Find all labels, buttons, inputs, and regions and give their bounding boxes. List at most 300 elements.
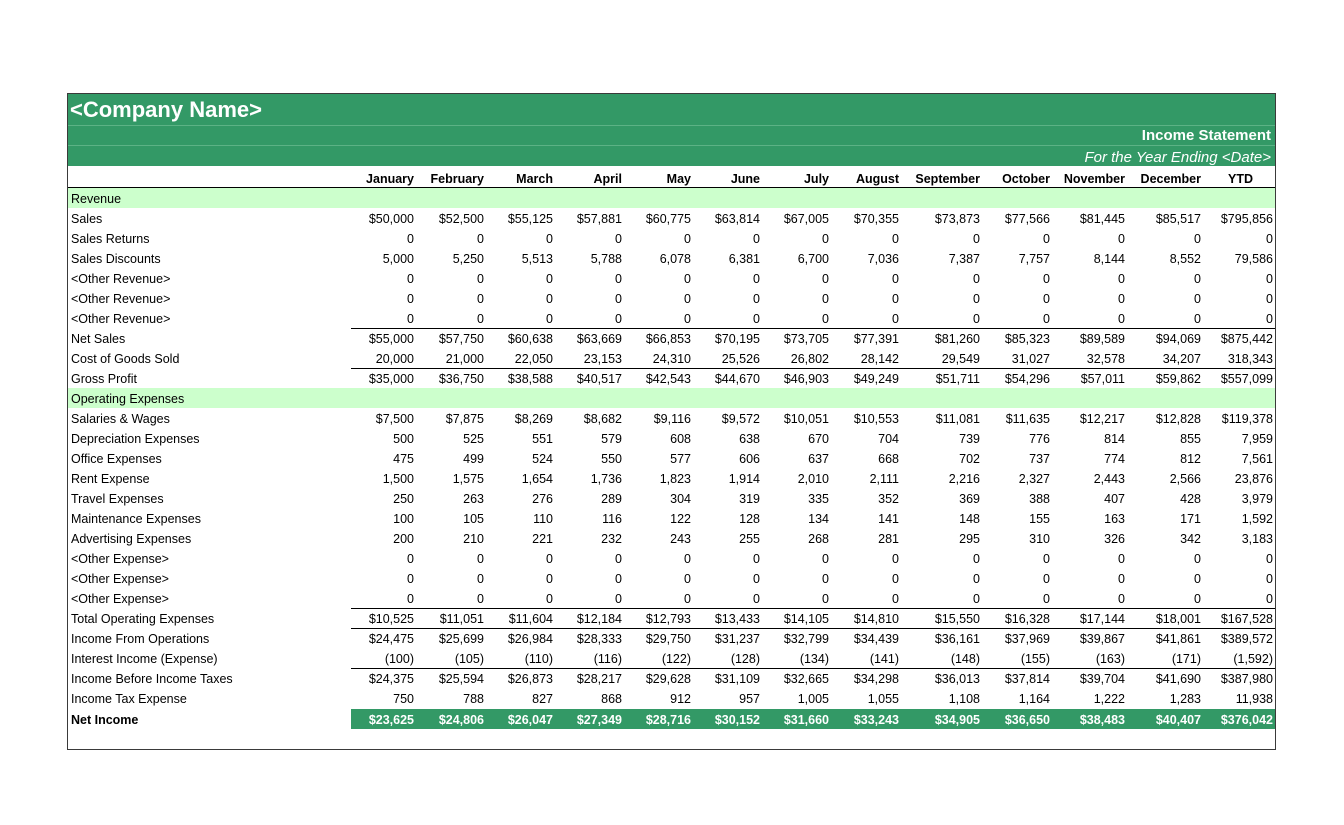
row-label[interactable]: Sales Discounts [71,252,161,266]
value-cell[interactable]: $66,853 [645,332,691,346]
value-cell[interactable]: 0 [973,572,980,586]
value-cell[interactable]: $12,793 [645,612,691,626]
value-cell[interactable]: $13,433 [714,612,760,626]
value-cell[interactable]: $25,699 [438,632,484,646]
column-header-april[interactable]: April [593,172,622,186]
value-cell[interactable]: 289 [601,492,622,506]
value-cell[interactable]: $39,704 [1079,672,1125,686]
value-cell[interactable]: $50,000 [368,212,414,226]
column-header-ytd[interactable]: YTD [1228,172,1253,186]
value-cell[interactable]: 22,050 [514,352,553,366]
row-label[interactable]: Gross Profit [71,372,137,386]
value-cell[interactable]: $29,750 [645,632,691,646]
value-cell[interactable]: 0 [1118,312,1125,326]
value-cell[interactable]: 250 [393,492,414,506]
value-cell[interactable]: 957 [739,692,760,706]
value-cell[interactable]: 0 [1043,552,1050,566]
value-cell[interactable]: 2,327 [1018,472,1050,486]
value-cell[interactable]: 0 [684,572,691,586]
value-cell[interactable]: (100) [384,652,414,666]
value-cell[interactable]: 3,979 [1241,492,1273,506]
value-cell[interactable]: (155) [1020,652,1050,666]
value-cell[interactable]: 0 [973,232,980,246]
value-cell[interactable]: $24,806 [438,713,484,727]
value-cell[interactable]: 26,802 [790,352,829,366]
row-label[interactable]: <Other Revenue> [71,292,171,306]
value-cell[interactable]: 3,183 [1241,532,1273,546]
value-cell[interactable]: $34,298 [853,672,899,686]
value-cell[interactable]: $38,588 [507,372,553,386]
value-cell[interactable]: 0 [1266,312,1273,326]
value-cell[interactable]: $57,881 [576,212,622,226]
value-cell[interactable]: 739 [959,432,980,446]
value-cell[interactable]: $37,814 [1004,672,1050,686]
value-cell[interactable]: 0 [1043,292,1050,306]
value-cell[interactable]: 0 [1118,552,1125,566]
value-cell[interactable]: 0 [1266,572,1273,586]
value-cell[interactable]: 827 [532,692,553,706]
value-cell[interactable]: $67,005 [783,212,829,226]
value-cell[interactable]: 2,216 [948,472,980,486]
row-label[interactable]: Sales Returns [71,232,150,246]
value-cell[interactable]: 163 [1104,512,1125,526]
row-label[interactable]: Interest Income (Expense) [71,652,218,666]
value-cell[interactable]: $35,000 [368,372,414,386]
value-cell[interactable]: $55,000 [368,332,414,346]
value-cell[interactable]: 0 [1043,592,1050,606]
value-cell[interactable]: 155 [1029,512,1050,526]
value-cell[interactable]: 1,222 [1093,692,1125,706]
value-cell[interactable]: 8,552 [1169,252,1201,266]
value-cell[interactable]: 608 [670,432,691,446]
value-cell[interactable]: 1,654 [521,472,553,486]
value-cell[interactable]: 1,055 [867,692,899,706]
value-cell[interactable]: $32,665 [783,672,829,686]
value-cell[interactable]: $24,375 [368,672,414,686]
value-cell[interactable]: 110 [533,512,553,526]
value-cell[interactable]: $70,355 [853,212,899,226]
value-cell[interactable]: 6,078 [659,252,691,266]
value-cell[interactable]: 0 [1194,312,1201,326]
value-cell[interactable]: 0 [684,232,691,246]
value-cell[interactable]: 0 [753,552,760,566]
value-cell[interactable]: 0 [477,272,484,286]
value-cell[interactable]: $37,969 [1004,632,1050,646]
value-cell[interactable]: $25,594 [438,672,484,686]
row-label[interactable]: Travel Expenses [71,492,164,506]
value-cell[interactable]: $36,161 [934,632,980,646]
value-cell[interactable]: 100 [393,512,414,526]
value-cell[interactable]: 0 [407,292,414,306]
value-cell[interactable]: 577 [670,452,691,466]
value-cell[interactable]: 0 [753,272,760,286]
value-cell[interactable]: 1,500 [382,472,414,486]
value-cell[interactable]: 524 [532,452,553,466]
row-label[interactable]: <Other Expense> [71,572,169,586]
value-cell[interactable]: 32,578 [1086,352,1125,366]
value-cell[interactable]: 0 [822,552,829,566]
value-cell[interactable]: $57,011 [1080,372,1125,386]
value-cell[interactable]: $52,500 [438,212,484,226]
value-cell[interactable]: 776 [1029,432,1050,446]
value-cell[interactable]: 0 [1194,232,1201,246]
value-cell[interactable]: 268 [808,532,829,546]
column-header-january[interactable]: January [366,172,414,186]
value-cell[interactable]: $389,572 [1220,632,1273,646]
value-cell[interactable]: $40,517 [576,372,622,386]
column-header-october[interactable]: October [1002,172,1050,186]
column-header-march[interactable]: March [516,172,553,186]
value-cell[interactable]: 814 [1104,432,1125,446]
value-cell[interactable]: (163) [1095,652,1125,666]
row-label[interactable]: Net Sales [71,332,126,346]
value-cell[interactable]: 0 [546,272,553,286]
value-cell[interactable]: 5,000 [382,252,414,266]
value-cell[interactable]: 295 [959,532,980,546]
value-cell[interactable]: 5,250 [452,252,484,266]
value-cell[interactable]: 499 [463,452,484,466]
value-cell[interactable]: (116) [593,652,622,666]
value-cell[interactable]: 1,592 [1241,512,1273,526]
value-cell[interactable]: 0 [973,592,980,606]
value-cell[interactable]: 868 [601,692,622,706]
value-cell[interactable]: 8,144 [1093,252,1125,266]
value-cell[interactable]: 475 [393,452,414,466]
value-cell[interactable]: 200 [393,532,414,546]
value-cell[interactable]: 637 [808,452,829,466]
value-cell[interactable]: 0 [892,272,899,286]
value-cell[interactable]: 0 [1266,292,1273,306]
value-cell[interactable]: (128) [730,652,760,666]
value-cell[interactable]: 0 [892,592,899,606]
value-cell[interactable]: $875,442 [1220,332,1273,346]
value-cell[interactable]: 0 [546,592,553,606]
value-cell[interactable]: 0 [407,312,414,326]
value-cell[interactable]: 0 [615,272,622,286]
value-cell[interactable]: 319 [739,492,760,506]
value-cell[interactable]: 0 [822,232,829,246]
row-label[interactable]: Depreciation Expenses [71,432,200,446]
row-label[interactable]: Rent Expense [71,472,150,486]
value-cell[interactable]: 2,010 [797,472,829,486]
value-cell[interactable]: 428 [1180,492,1201,506]
value-cell[interactable]: 668 [878,452,899,466]
value-cell[interactable]: 0 [615,292,622,306]
value-cell[interactable]: 0 [684,272,691,286]
value-cell[interactable]: 0 [822,292,829,306]
value-cell[interactable]: 7,561 [1241,452,1273,466]
value-cell[interactable]: $15,550 [934,612,980,626]
row-label[interactable]: <Other Revenue> [71,272,171,286]
row-label[interactable]: Income Before Income Taxes [71,672,233,686]
value-cell[interactable]: 0 [477,312,484,326]
value-cell[interactable]: $557,099 [1220,372,1273,386]
value-cell[interactable]: $26,047 [507,713,553,727]
value-cell[interactable]: $63,669 [576,332,622,346]
row-label[interactable]: <Other Expense> [71,552,169,566]
value-cell[interactable]: 0 [1118,572,1125,586]
value-cell[interactable]: $28,333 [576,632,622,646]
value-cell[interactable]: (1,592) [1233,652,1273,666]
value-cell[interactable]: 148 [959,512,980,526]
value-cell[interactable]: 0 [477,232,484,246]
value-cell[interactable]: 0 [892,312,899,326]
row-label[interactable]: Sales [71,212,103,226]
row-label[interactable]: Cost of Goods Sold [71,352,180,366]
value-cell[interactable]: 0 [973,292,980,306]
statement-title[interactable]: Income Statement [1141,127,1271,144]
value-cell[interactable]: 20,000 [375,352,414,366]
value-cell[interactable]: 2,443 [1093,472,1125,486]
row-label[interactable]: Advertising Expenses [71,532,192,546]
value-cell[interactable]: 0 [892,552,899,566]
value-cell[interactable]: 0 [407,272,414,286]
value-cell[interactable]: $14,810 [853,612,899,626]
value-cell[interactable]: 1,575 [452,472,484,486]
value-cell[interactable]: 263 [463,492,484,506]
value-cell[interactable]: $11,604 [508,612,553,626]
value-cell[interactable]: $33,243 [853,713,899,727]
value-cell[interactable]: 128 [739,512,760,526]
value-cell[interactable]: 0 [1266,592,1273,606]
value-cell[interactable]: 0 [1266,232,1273,246]
row-label[interactable]: Net Income [71,713,139,727]
value-cell[interactable]: $16,328 [1004,612,1050,626]
value-cell[interactable]: $85,323 [1004,332,1050,346]
value-cell[interactable]: $23,625 [368,713,414,727]
value-cell[interactable]: 1,914 [728,472,760,486]
value-cell[interactable]: $94,069 [1155,332,1201,346]
value-cell[interactable]: 5,788 [590,252,622,266]
value-cell[interactable]: 0 [615,572,622,586]
value-cell[interactable]: 0 [973,272,980,286]
value-cell[interactable]: $119,378 [1221,412,1273,426]
row-label[interactable]: <Other Revenue> [71,312,171,326]
value-cell[interactable]: 7,959 [1241,432,1273,446]
value-cell[interactable]: 171 [1180,512,1201,526]
value-cell[interactable]: 0 [1118,272,1125,286]
value-cell[interactable]: 369 [959,492,980,506]
column-header-september[interactable]: September [915,172,980,186]
row-label[interactable]: Office Expenses [71,452,162,466]
value-cell[interactable]: 7,036 [867,252,899,266]
value-cell[interactable]: $85,517 [1155,212,1201,226]
value-cell[interactable]: 0 [615,232,622,246]
column-header-june[interactable]: June [730,172,760,186]
value-cell[interactable]: 0 [822,272,829,286]
value-cell[interactable]: 1,736 [590,472,622,486]
value-cell[interactable]: 31,027 [1011,352,1050,366]
value-cell[interactable]: 310 [1029,532,1050,546]
value-cell[interactable]: $81,445 [1079,212,1125,226]
value-cell[interactable]: 0 [615,592,622,606]
value-cell[interactable]: 0 [1266,552,1273,566]
value-cell[interactable]: 0 [973,312,980,326]
value-cell[interactable]: $40,407 [1155,713,1201,727]
value-cell[interactable]: (141) [869,652,899,666]
value-cell[interactable]: 0 [753,312,760,326]
value-cell[interactable]: 606 [739,452,760,466]
value-cell[interactable]: $12,217 [1079,412,1125,426]
value-cell[interactable]: 579 [601,432,622,446]
value-cell[interactable]: $57,750 [438,332,484,346]
value-cell[interactable]: 0 [973,552,980,566]
value-cell[interactable]: 6,700 [797,252,829,266]
value-cell[interactable]: 388 [1029,492,1050,506]
value-cell[interactable]: 0 [477,572,484,586]
value-cell[interactable]: $17,144 [1079,612,1125,626]
value-cell[interactable]: 0 [684,292,691,306]
value-cell[interactable]: 525 [463,432,484,446]
value-cell[interactable]: $10,525 [368,612,414,626]
value-cell[interactable]: 0 [1118,232,1125,246]
value-cell[interactable]: 500 [393,432,414,446]
value-cell[interactable]: 255 [739,532,760,546]
value-cell[interactable]: $89,589 [1079,332,1125,346]
value-cell[interactable]: 0 [477,552,484,566]
value-cell[interactable]: 23,876 [1234,472,1273,486]
value-cell[interactable]: 0 [1194,552,1201,566]
value-cell[interactable]: 0 [615,312,622,326]
value-cell[interactable]: 221 [532,532,553,546]
value-cell[interactable]: 34,207 [1162,352,1201,366]
value-cell[interactable]: 0 [407,552,414,566]
value-cell[interactable]: $46,903 [783,372,829,386]
value-cell[interactable]: $12,828 [1155,412,1201,426]
value-cell[interactable]: 0 [407,592,414,606]
value-cell[interactable]: 7,387 [948,252,980,266]
value-cell[interactable]: $31,237 [714,632,760,646]
value-cell[interactable]: 0 [1043,272,1050,286]
value-cell[interactable]: 281 [878,532,899,546]
value-cell[interactable]: 0 [1118,592,1125,606]
value-cell[interactable]: $36,650 [1004,713,1050,727]
value-cell[interactable]: $34,439 [853,632,899,646]
value-cell[interactable]: 23,153 [583,352,622,366]
value-cell[interactable]: 0 [546,312,553,326]
value-cell[interactable]: 28,142 [860,352,899,366]
value-cell[interactable]: 342 [1180,532,1201,546]
value-cell[interactable]: $41,690 [1155,672,1201,686]
value-cell[interactable]: 2,566 [1169,472,1201,486]
value-cell[interactable]: 0 [822,592,829,606]
value-cell[interactable]: 116 [602,512,622,526]
value-cell[interactable]: 0 [546,572,553,586]
value-cell[interactable]: 352 [878,492,899,506]
value-cell[interactable]: $11,635 [1005,412,1050,426]
value-cell[interactable]: $70,195 [714,332,760,346]
value-cell[interactable]: 0 [546,232,553,246]
value-cell[interactable]: 232 [601,532,622,546]
value-cell[interactable]: $26,873 [507,672,553,686]
value-cell[interactable]: $10,051 [783,412,829,426]
company-name[interactable]: <Company Name> [70,97,262,122]
column-header-december[interactable]: December [1140,172,1201,186]
value-cell[interactable]: 774 [1104,452,1125,466]
row-label[interactable]: Maintenance Expenses [71,512,201,526]
value-cell[interactable]: 210 [463,532,484,546]
value-cell[interactable]: 0 [477,292,484,306]
value-cell[interactable]: 0 [1118,292,1125,306]
value-cell[interactable]: 25,526 [721,352,760,366]
value-cell[interactable]: 2,111 [869,472,899,486]
value-cell[interactable]: 0 [546,292,553,306]
value-cell[interactable]: 0 [1194,292,1201,306]
value-cell[interactable]: 704 [878,432,899,446]
value-cell[interactable]: $32,799 [783,632,829,646]
value-cell[interactable]: 304 [670,492,691,506]
value-cell[interactable]: 1,164 [1018,692,1050,706]
value-cell[interactable]: (171) [1171,652,1201,666]
value-cell[interactable]: $29,628 [645,672,691,686]
value-cell[interactable]: 1,283 [1169,692,1201,706]
value-cell[interactable]: $55,125 [507,212,553,226]
value-cell[interactable]: 0 [753,292,760,306]
value-cell[interactable]: $30,152 [714,713,760,727]
value-cell[interactable]: 788 [463,692,484,706]
value-cell[interactable]: $54,296 [1004,372,1050,386]
row-label[interactable]: Operating Expenses [71,392,185,406]
value-cell[interactable]: $27,349 [576,713,622,727]
value-cell[interactable]: 0 [892,292,899,306]
value-cell[interactable]: 0 [753,592,760,606]
value-cell[interactable]: $36,013 [934,672,980,686]
value-cell[interactable]: $12,184 [576,612,622,626]
row-label[interactable]: <Other Expense> [71,592,169,606]
value-cell[interactable]: 407 [1104,492,1125,506]
value-cell[interactable]: 670 [808,432,829,446]
value-cell[interactable]: $7,875 [445,412,484,426]
value-cell[interactable]: 318,343 [1227,352,1273,366]
value-cell[interactable]: $28,716 [645,713,691,727]
value-cell[interactable]: $73,705 [783,332,829,346]
value-cell[interactable]: 134 [808,512,829,526]
column-header-may[interactable]: May [666,172,691,186]
row-label[interactable]: Income From Operations [71,632,210,646]
value-cell[interactable]: $51,711 [935,372,980,386]
value-cell[interactable]: $8,269 [514,412,553,426]
value-cell[interactable]: $26,984 [507,632,553,646]
value-cell[interactable]: 0 [477,592,484,606]
value-cell[interactable]: $36,750 [438,372,484,386]
value-cell[interactable]: 737 [1029,452,1050,466]
value-cell[interactable]: 550 [601,452,622,466]
value-cell[interactable]: 750 [393,692,414,706]
value-cell[interactable]: $11,051 [439,612,484,626]
value-cell[interactable]: 1,005 [797,692,829,706]
value-cell[interactable]: (148) [950,652,980,666]
row-label[interactable]: Revenue [71,192,122,206]
value-cell[interactable]: $60,638 [507,332,553,346]
value-cell[interactable]: (105) [454,652,484,666]
value-cell[interactable]: 0 [1194,592,1201,606]
value-cell[interactable]: 855 [1180,432,1201,446]
value-cell[interactable]: $376,042 [1220,713,1273,727]
column-header-february[interactable]: February [430,172,484,186]
value-cell[interactable]: $9,572 [721,412,760,426]
value-cell[interactable]: $28,217 [576,672,622,686]
value-cell[interactable]: 0 [1194,572,1201,586]
value-cell[interactable]: $59,862 [1155,372,1201,386]
value-cell[interactable]: 638 [739,432,760,446]
value-cell[interactable]: 79,586 [1234,252,1273,266]
value-cell[interactable]: (122) [661,652,691,666]
value-cell[interactable]: 0 [1043,572,1050,586]
value-cell[interactable]: 276 [532,492,553,506]
column-header-august[interactable]: August [855,172,899,186]
value-cell[interactable]: (110) [524,652,553,666]
value-cell[interactable]: $31,660 [783,713,829,727]
